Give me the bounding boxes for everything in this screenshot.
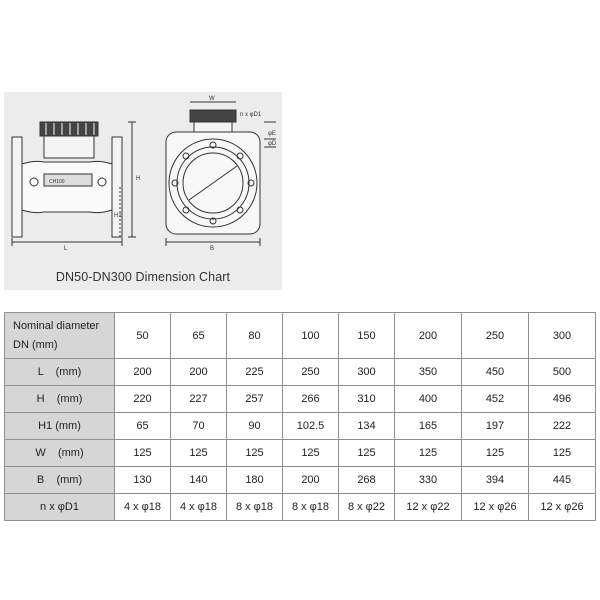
table-cell: 496 <box>529 386 596 413</box>
side-height1-label: H1 <box>114 213 122 219</box>
header-label-line2: DN (mm) <box>13 338 58 351</box>
side-view-meter <box>12 122 136 246</box>
table-cell: 130 <box>115 467 171 494</box>
table-cell: 266 <box>283 386 339 413</box>
header-dn-cell: 200 <box>395 313 462 359</box>
row-label: W (mm) <box>5 440 115 467</box>
table-cell: 125 <box>339 440 395 467</box>
table-cell: 200 <box>171 359 227 386</box>
table-cell: 268 <box>339 467 395 494</box>
table-cell: 310 <box>339 386 395 413</box>
table-cell: 300 <box>339 359 395 386</box>
table-cell: 180 <box>227 467 283 494</box>
table-row-h1 <box>5 413 596 440</box>
table-row-h <box>5 386 596 413</box>
table-cell: 125 <box>283 440 339 467</box>
table-cell: 70 <box>171 413 227 440</box>
header-dn-cell: 300 <box>529 313 596 359</box>
table-row-bolts <box>5 494 596 521</box>
front-base-label: B <box>210 246 215 252</box>
table-cell: 125 <box>529 440 596 467</box>
table-cell: 12 x φ26 <box>529 494 596 521</box>
table-cell: 125 <box>115 440 171 467</box>
table-cell: 445 <box>529 467 596 494</box>
table-row-l <box>5 359 596 386</box>
header-dn-cell: 150 <box>339 313 395 359</box>
table-cell: 400 <box>395 386 462 413</box>
header-row <box>5 313 596 359</box>
dimension-drawing-panel <box>4 92 282 290</box>
table-cell: 125 <box>227 440 283 467</box>
row-label: H (mm) <box>5 386 115 413</box>
table-cell: 257 <box>227 386 283 413</box>
table-cell: 8 x φ18 <box>283 494 339 521</box>
header-dn-cell: 250 <box>462 313 529 359</box>
table-cell: 452 <box>462 386 529 413</box>
table-cell: 140 <box>171 467 227 494</box>
table-cell: 125 <box>171 440 227 467</box>
table-cell: 500 <box>529 359 596 386</box>
header-label-line1: Nominal diameter <box>13 319 100 332</box>
front-flange-label: φE <box>268 131 276 137</box>
table-cell: 222 <box>529 413 596 440</box>
table-cell: 394 <box>462 467 529 494</box>
table-cell: 225 <box>227 359 283 386</box>
side-length-label: L <box>64 246 68 252</box>
row-label: L (mm) <box>5 359 115 386</box>
table-cell: 134 <box>339 413 395 440</box>
front-view-meter <box>166 102 276 246</box>
table-cell: 4 x φ18 <box>115 494 171 521</box>
table-cell: 350 <box>395 359 462 386</box>
header-dn-cell: 80 <box>227 313 283 359</box>
table-cell: 4 x φ18 <box>171 494 227 521</box>
header-label-cell <box>5 313 115 359</box>
table-cell: 200 <box>115 359 171 386</box>
dimension-table <box>4 312 596 521</box>
table-cell: 12 x φ22 <box>395 494 462 521</box>
table-cell: 8 x φ18 <box>227 494 283 521</box>
header-dn-cell: 100 <box>283 313 339 359</box>
row-label: H1 (mm) <box>5 413 115 440</box>
table-cell: 197 <box>462 413 529 440</box>
table-row-b <box>5 467 596 494</box>
table-cell: 330 <box>395 467 462 494</box>
drawing-caption: DN50-DN300 Dimension Chart <box>55 270 231 284</box>
table-cell: 102.5 <box>283 413 339 440</box>
table-cell: 450 <box>462 359 529 386</box>
table-cell: 125 <box>462 440 529 467</box>
table-cell: 227 <box>171 386 227 413</box>
table-cell: 165 <box>395 413 462 440</box>
header-dn-cell: 65 <box>171 313 227 359</box>
table-cell: 90 <box>227 413 283 440</box>
side-height-label: H <box>136 176 141 182</box>
table-cell: 220 <box>115 386 171 413</box>
front-bolts-label: n x φD1 <box>240 112 262 118</box>
table-cell: 65 <box>115 413 171 440</box>
side-body-text: CH100 <box>49 179 65 185</box>
dimension-drawing <box>4 92 282 267</box>
table-cell: 8 x φ22 <box>339 494 395 521</box>
row-label: n x φD1 <box>5 494 115 521</box>
front-width-label: W <box>209 96 215 102</box>
table-cell: 12 x φ26 <box>462 494 529 521</box>
header-dn-cell: 50 <box>115 313 171 359</box>
table-cell: 125 <box>395 440 462 467</box>
row-label: B (mm) <box>5 467 115 494</box>
table-row-w <box>5 440 596 467</box>
table-cell: 250 <box>283 359 339 386</box>
front-bore-label: φD <box>268 141 277 147</box>
table-cell: 200 <box>283 467 339 494</box>
